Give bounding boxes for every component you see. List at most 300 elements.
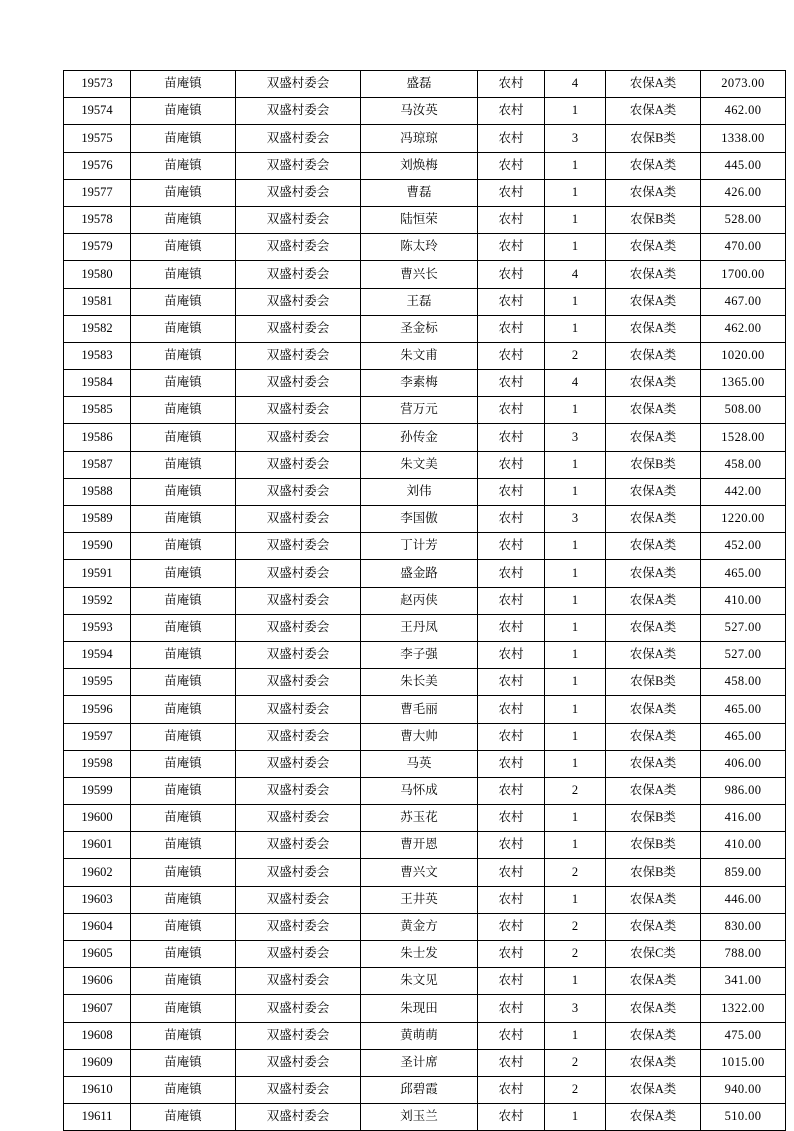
cell-household-type: 农村 xyxy=(478,71,545,98)
cell-person-count: 1 xyxy=(545,723,606,750)
cell-town: 苗庵镇 xyxy=(131,315,236,342)
cell-household-type: 农村 xyxy=(478,179,545,206)
cell-insurance-class: 农保A类 xyxy=(606,913,701,940)
cell-village: 双盛村委会 xyxy=(236,451,361,478)
cell-town: 苗庵镇 xyxy=(131,560,236,587)
cell-insurance-class: 农保B类 xyxy=(606,859,701,886)
cell-insurance-class: 农保A类 xyxy=(606,1022,701,1049)
table-body xyxy=(64,71,786,1131)
cell-insurance-class: 农保A类 xyxy=(606,98,701,125)
cell-amount: 462.00 xyxy=(701,315,786,342)
cell-insurance-class: 农保A类 xyxy=(606,71,701,98)
cell-amount: 788.00 xyxy=(701,941,786,968)
cell-insurance-class: 农保A类 xyxy=(606,397,701,424)
cell-id: 19578 xyxy=(64,206,131,233)
cell-insurance-class: 农保A类 xyxy=(606,777,701,804)
cell-town: 苗庵镇 xyxy=(131,832,236,859)
cell-name: 朱士发 xyxy=(361,941,478,968)
cell-household-type: 农村 xyxy=(478,397,545,424)
cell-household-type: 农村 xyxy=(478,152,545,179)
cell-person-count: 1 xyxy=(545,886,606,913)
cell-household-type: 农村 xyxy=(478,696,545,723)
cell-insurance-class: 农保A类 xyxy=(606,587,701,614)
table-row xyxy=(64,641,786,668)
subsidy-table xyxy=(63,70,786,1131)
cell-insurance-class: 农保B类 xyxy=(606,125,701,152)
cell-name: 王井英 xyxy=(361,886,478,913)
cell-id: 19586 xyxy=(64,424,131,451)
cell-name: 朱长美 xyxy=(361,669,478,696)
cell-town: 苗庵镇 xyxy=(131,424,236,451)
cell-id: 19590 xyxy=(64,533,131,560)
cell-amount: 528.00 xyxy=(701,206,786,233)
cell-household-type: 农村 xyxy=(478,234,545,261)
table-row xyxy=(64,152,786,179)
cell-id: 19607 xyxy=(64,995,131,1022)
table-row xyxy=(64,587,786,614)
cell-household-type: 农村 xyxy=(478,206,545,233)
cell-village: 双盛村委会 xyxy=(236,71,361,98)
cell-town: 苗庵镇 xyxy=(131,859,236,886)
cell-village: 双盛村委会 xyxy=(236,941,361,968)
cell-person-count: 1 xyxy=(545,614,606,641)
table-row xyxy=(64,696,786,723)
cell-name: 马怀成 xyxy=(361,777,478,804)
cell-household-type: 农村 xyxy=(478,750,545,777)
cell-id: 19573 xyxy=(64,71,131,98)
cell-household-type: 农村 xyxy=(478,777,545,804)
table-row xyxy=(64,288,786,315)
table-row xyxy=(64,397,786,424)
cell-person-count: 4 xyxy=(545,261,606,288)
cell-amount: 465.00 xyxy=(701,560,786,587)
cell-person-count: 1 xyxy=(545,179,606,206)
cell-household-type: 农村 xyxy=(478,451,545,478)
cell-person-count: 1 xyxy=(545,206,606,233)
cell-amount: 2073.00 xyxy=(701,71,786,98)
cell-person-count: 1 xyxy=(545,560,606,587)
cell-name: 黄金方 xyxy=(361,913,478,940)
cell-household-type: 农村 xyxy=(478,669,545,696)
cell-town: 苗庵镇 xyxy=(131,1076,236,1103)
cell-town: 苗庵镇 xyxy=(131,533,236,560)
cell-household-type: 农村 xyxy=(478,859,545,886)
cell-person-count: 3 xyxy=(545,424,606,451)
cell-village: 双盛村委会 xyxy=(236,1076,361,1103)
cell-amount: 527.00 xyxy=(701,614,786,641)
cell-person-count: 1 xyxy=(545,315,606,342)
cell-insurance-class: 农保A类 xyxy=(606,1104,701,1131)
cell-person-count: 4 xyxy=(545,370,606,397)
cell-household-type: 农村 xyxy=(478,1076,545,1103)
cell-household-type: 农村 xyxy=(478,832,545,859)
cell-id: 19581 xyxy=(64,288,131,315)
cell-name: 刘玉兰 xyxy=(361,1104,478,1131)
cell-insurance-class: 农保A类 xyxy=(606,723,701,750)
cell-household-type: 农村 xyxy=(478,614,545,641)
cell-name: 刘焕梅 xyxy=(361,152,478,179)
cell-household-type: 农村 xyxy=(478,342,545,369)
cell-village: 双盛村委会 xyxy=(236,342,361,369)
cell-village: 双盛村委会 xyxy=(236,968,361,995)
cell-household-type: 农村 xyxy=(478,1104,545,1131)
cell-town: 苗庵镇 xyxy=(131,234,236,261)
cell-amount: 510.00 xyxy=(701,1104,786,1131)
cell-village: 双盛村委会 xyxy=(236,478,361,505)
table-row xyxy=(64,478,786,505)
cell-insurance-class: 农保A类 xyxy=(606,1076,701,1103)
cell-amount: 1528.00 xyxy=(701,424,786,451)
cell-town: 苗庵镇 xyxy=(131,478,236,505)
cell-amount: 1365.00 xyxy=(701,370,786,397)
cell-town: 苗庵镇 xyxy=(131,941,236,968)
cell-person-count: 1 xyxy=(545,451,606,478)
cell-household-type: 农村 xyxy=(478,913,545,940)
cell-amount: 508.00 xyxy=(701,397,786,424)
table-row xyxy=(64,886,786,913)
cell-amount: 859.00 xyxy=(701,859,786,886)
cell-person-count: 1 xyxy=(545,832,606,859)
cell-person-count: 1 xyxy=(545,478,606,505)
cell-village: 双盛村委会 xyxy=(236,669,361,696)
cell-household-type: 农村 xyxy=(478,478,545,505)
cell-name: 曹毛丽 xyxy=(361,696,478,723)
cell-person-count: 1 xyxy=(545,1022,606,1049)
cell-name: 刘伟 xyxy=(361,478,478,505)
cell-town: 苗庵镇 xyxy=(131,777,236,804)
table-row xyxy=(64,261,786,288)
cell-village: 双盛村委会 xyxy=(236,506,361,533)
cell-village: 双盛村委会 xyxy=(236,805,361,832)
cell-name: 曹兴长 xyxy=(361,261,478,288)
cell-village: 双盛村委会 xyxy=(236,288,361,315)
cell-village: 双盛村委会 xyxy=(236,777,361,804)
cell-town: 苗庵镇 xyxy=(131,805,236,832)
cell-town: 苗庵镇 xyxy=(131,152,236,179)
cell-amount: 1220.00 xyxy=(701,506,786,533)
cell-name: 曹磊 xyxy=(361,179,478,206)
cell-village: 双盛村委会 xyxy=(236,179,361,206)
table-row xyxy=(64,859,786,886)
cell-insurance-class: 农保A类 xyxy=(606,424,701,451)
cell-name: 曹开恩 xyxy=(361,832,478,859)
cell-village: 双盛村委会 xyxy=(236,641,361,668)
cell-name: 圣计席 xyxy=(361,1049,478,1076)
cell-village: 双盛村委会 xyxy=(236,424,361,451)
cell-person-count: 1 xyxy=(545,397,606,424)
cell-id: 19596 xyxy=(64,696,131,723)
cell-person-count: 2 xyxy=(545,1076,606,1103)
cell-town: 苗庵镇 xyxy=(131,206,236,233)
cell-amount: 445.00 xyxy=(701,152,786,179)
cell-village: 双盛村委会 xyxy=(236,533,361,560)
cell-town: 苗庵镇 xyxy=(131,98,236,125)
table-row xyxy=(64,71,786,98)
cell-household-type: 农村 xyxy=(478,506,545,533)
cell-village: 双盛村委会 xyxy=(236,587,361,614)
cell-household-type: 农村 xyxy=(478,805,545,832)
cell-town: 苗庵镇 xyxy=(131,968,236,995)
cell-name: 王磊 xyxy=(361,288,478,315)
cell-amount: 527.00 xyxy=(701,641,786,668)
cell-name: 苏玉花 xyxy=(361,805,478,832)
cell-insurance-class: 农保A类 xyxy=(606,696,701,723)
cell-village: 双盛村委会 xyxy=(236,206,361,233)
cell-insurance-class: 农保A类 xyxy=(606,1049,701,1076)
cell-id: 19599 xyxy=(64,777,131,804)
cell-household-type: 农村 xyxy=(478,1049,545,1076)
cell-name: 王丹凤 xyxy=(361,614,478,641)
cell-person-count: 2 xyxy=(545,1049,606,1076)
cell-village: 双盛村委会 xyxy=(236,614,361,641)
cell-town: 苗庵镇 xyxy=(131,451,236,478)
cell-insurance-class: 农保A类 xyxy=(606,506,701,533)
cell-amount: 1700.00 xyxy=(701,261,786,288)
table-row xyxy=(64,941,786,968)
cell-household-type: 农村 xyxy=(478,261,545,288)
cell-village: 双盛村委会 xyxy=(236,886,361,913)
cell-village: 双盛村委会 xyxy=(236,370,361,397)
cell-person-count: 1 xyxy=(545,234,606,261)
cell-household-type: 农村 xyxy=(478,968,545,995)
cell-amount: 465.00 xyxy=(701,723,786,750)
cell-amount: 462.00 xyxy=(701,98,786,125)
cell-village: 双盛村委会 xyxy=(236,750,361,777)
cell-id: 19579 xyxy=(64,234,131,261)
cell-town: 苗庵镇 xyxy=(131,669,236,696)
cell-name: 陈太玲 xyxy=(361,234,478,261)
table-row xyxy=(64,750,786,777)
cell-id: 19593 xyxy=(64,614,131,641)
table-row xyxy=(64,1076,786,1103)
cell-id: 19575 xyxy=(64,125,131,152)
cell-id: 19608 xyxy=(64,1022,131,1049)
cell-name: 冯琼琼 xyxy=(361,125,478,152)
cell-household-type: 农村 xyxy=(478,98,545,125)
cell-name: 朱文甫 xyxy=(361,342,478,369)
cell-household-type: 农村 xyxy=(478,886,545,913)
cell-person-count: 1 xyxy=(545,641,606,668)
cell-name: 营万元 xyxy=(361,397,478,424)
cell-id: 19576 xyxy=(64,152,131,179)
table-row xyxy=(64,1104,786,1131)
cell-amount: 1015.00 xyxy=(701,1049,786,1076)
cell-name: 李子强 xyxy=(361,641,478,668)
cell-name: 曹大帅 xyxy=(361,723,478,750)
cell-amount: 467.00 xyxy=(701,288,786,315)
cell-name: 朱文见 xyxy=(361,968,478,995)
cell-household-type: 农村 xyxy=(478,424,545,451)
cell-amount: 426.00 xyxy=(701,179,786,206)
cell-amount: 470.00 xyxy=(701,234,786,261)
cell-person-count: 4 xyxy=(545,71,606,98)
table-row xyxy=(64,206,786,233)
cell-insurance-class: 农保A类 xyxy=(606,995,701,1022)
cell-person-count: 2 xyxy=(545,913,606,940)
cell-household-type: 农村 xyxy=(478,125,545,152)
cell-town: 苗庵镇 xyxy=(131,288,236,315)
cell-town: 苗庵镇 xyxy=(131,370,236,397)
cell-id: 19583 xyxy=(64,342,131,369)
table-row xyxy=(64,370,786,397)
cell-person-count: 1 xyxy=(545,288,606,315)
cell-insurance-class: 农保B类 xyxy=(606,206,701,233)
cell-id: 19582 xyxy=(64,315,131,342)
cell-village: 双盛村委会 xyxy=(236,560,361,587)
cell-village: 双盛村委会 xyxy=(236,315,361,342)
cell-amount: 830.00 xyxy=(701,913,786,940)
cell-id: 19580 xyxy=(64,261,131,288)
cell-town: 苗庵镇 xyxy=(131,750,236,777)
cell-village: 双盛村委会 xyxy=(236,125,361,152)
table-row xyxy=(64,805,786,832)
cell-village: 双盛村委会 xyxy=(236,152,361,179)
table-row xyxy=(64,315,786,342)
cell-town: 苗庵镇 xyxy=(131,506,236,533)
cell-person-count: 2 xyxy=(545,941,606,968)
cell-village: 双盛村委会 xyxy=(236,696,361,723)
cell-household-type: 农村 xyxy=(478,1022,545,1049)
cell-name: 盛金路 xyxy=(361,560,478,587)
cell-person-count: 1 xyxy=(545,587,606,614)
cell-person-count: 2 xyxy=(545,342,606,369)
cell-village: 双盛村委会 xyxy=(236,995,361,1022)
table-row xyxy=(64,179,786,206)
table-row xyxy=(64,506,786,533)
cell-town: 苗庵镇 xyxy=(131,125,236,152)
cell-town: 苗庵镇 xyxy=(131,614,236,641)
cell-town: 苗庵镇 xyxy=(131,696,236,723)
cell-id: 19604 xyxy=(64,913,131,940)
cell-household-type: 农村 xyxy=(478,533,545,560)
cell-insurance-class: 农保A类 xyxy=(606,560,701,587)
cell-id: 19605 xyxy=(64,941,131,968)
cell-person-count: 1 xyxy=(545,968,606,995)
cell-insurance-class: 农保B类 xyxy=(606,669,701,696)
cell-person-count: 1 xyxy=(545,750,606,777)
table-row xyxy=(64,614,786,641)
cell-amount: 452.00 xyxy=(701,533,786,560)
cell-name: 马汝英 xyxy=(361,98,478,125)
cell-town: 苗庵镇 xyxy=(131,397,236,424)
cell-insurance-class: 农保A类 xyxy=(606,152,701,179)
cell-insurance-class: 农保A类 xyxy=(606,968,701,995)
cell-village: 双盛村委会 xyxy=(236,723,361,750)
cell-household-type: 农村 xyxy=(478,560,545,587)
cell-person-count: 1 xyxy=(545,696,606,723)
cell-insurance-class: 农保B类 xyxy=(606,805,701,832)
cell-id: 19592 xyxy=(64,587,131,614)
table-row xyxy=(64,913,786,940)
cell-id: 19603 xyxy=(64,886,131,913)
cell-person-count: 2 xyxy=(545,777,606,804)
cell-name: 曹兴文 xyxy=(361,859,478,886)
cell-person-count: 1 xyxy=(545,152,606,179)
cell-id: 19577 xyxy=(64,179,131,206)
cell-name: 赵丙侠 xyxy=(361,587,478,614)
cell-village: 双盛村委会 xyxy=(236,98,361,125)
cell-insurance-class: 农保A类 xyxy=(606,288,701,315)
cell-name: 丁计芳 xyxy=(361,533,478,560)
cell-name: 邱碧霞 xyxy=(361,1076,478,1103)
cell-town: 苗庵镇 xyxy=(131,723,236,750)
cell-town: 苗庵镇 xyxy=(131,179,236,206)
table-row xyxy=(64,1022,786,1049)
cell-insurance-class: 农保A类 xyxy=(606,234,701,261)
cell-village: 双盛村委会 xyxy=(236,261,361,288)
cell-id: 19587 xyxy=(64,451,131,478)
cell-household-type: 农村 xyxy=(478,370,545,397)
table-row xyxy=(64,533,786,560)
cell-insurance-class: 农保A类 xyxy=(606,342,701,369)
cell-id: 19574 xyxy=(64,98,131,125)
cell-town: 苗庵镇 xyxy=(131,261,236,288)
cell-id: 19597 xyxy=(64,723,131,750)
cell-amount: 406.00 xyxy=(701,750,786,777)
cell-name: 李素梅 xyxy=(361,370,478,397)
cell-id: 19589 xyxy=(64,506,131,533)
cell-insurance-class: 农保B类 xyxy=(606,451,701,478)
cell-person-count: 1 xyxy=(545,98,606,125)
cell-town: 苗庵镇 xyxy=(131,913,236,940)
table-row xyxy=(64,560,786,587)
cell-id: 19598 xyxy=(64,750,131,777)
cell-person-count: 1 xyxy=(545,805,606,832)
cell-name: 盛磊 xyxy=(361,71,478,98)
cell-id: 19595 xyxy=(64,669,131,696)
cell-name: 圣金标 xyxy=(361,315,478,342)
cell-name: 陆恒荣 xyxy=(361,206,478,233)
cell-person-count: 1 xyxy=(545,1104,606,1131)
cell-amount: 1338.00 xyxy=(701,125,786,152)
cell-town: 苗庵镇 xyxy=(131,1049,236,1076)
cell-insurance-class: 农保A类 xyxy=(606,533,701,560)
cell-amount: 465.00 xyxy=(701,696,786,723)
cell-household-type: 农村 xyxy=(478,995,545,1022)
cell-village: 双盛村委会 xyxy=(236,1049,361,1076)
cell-name: 黄萌萌 xyxy=(361,1022,478,1049)
cell-village: 双盛村委会 xyxy=(236,832,361,859)
cell-person-count: 3 xyxy=(545,125,606,152)
cell-village: 双盛村委会 xyxy=(236,913,361,940)
cell-name: 朱现田 xyxy=(361,995,478,1022)
table-row xyxy=(64,98,786,125)
cell-household-type: 农村 xyxy=(478,315,545,342)
table-row xyxy=(64,342,786,369)
cell-amount: 446.00 xyxy=(701,886,786,913)
table-row xyxy=(64,995,786,1022)
cell-town: 苗庵镇 xyxy=(131,342,236,369)
cell-insurance-class: 农保A类 xyxy=(606,370,701,397)
cell-town: 苗庵镇 xyxy=(131,1104,236,1131)
cell-id: 19594 xyxy=(64,641,131,668)
cell-amount: 475.00 xyxy=(701,1022,786,1049)
cell-town: 苗庵镇 xyxy=(131,1022,236,1049)
cell-name: 李国傲 xyxy=(361,506,478,533)
cell-amount: 458.00 xyxy=(701,451,786,478)
cell-household-type: 农村 xyxy=(478,941,545,968)
cell-village: 双盛村委会 xyxy=(236,397,361,424)
cell-amount: 410.00 xyxy=(701,587,786,614)
cell-insurance-class: 农保A类 xyxy=(606,315,701,342)
cell-insurance-class: 农保C类 xyxy=(606,941,701,968)
cell-id: 19591 xyxy=(64,560,131,587)
cell-insurance-class: 农保A类 xyxy=(606,641,701,668)
table-row xyxy=(64,832,786,859)
cell-insurance-class: 农保A类 xyxy=(606,179,701,206)
cell-person-count: 3 xyxy=(545,506,606,533)
cell-id: 19600 xyxy=(64,805,131,832)
